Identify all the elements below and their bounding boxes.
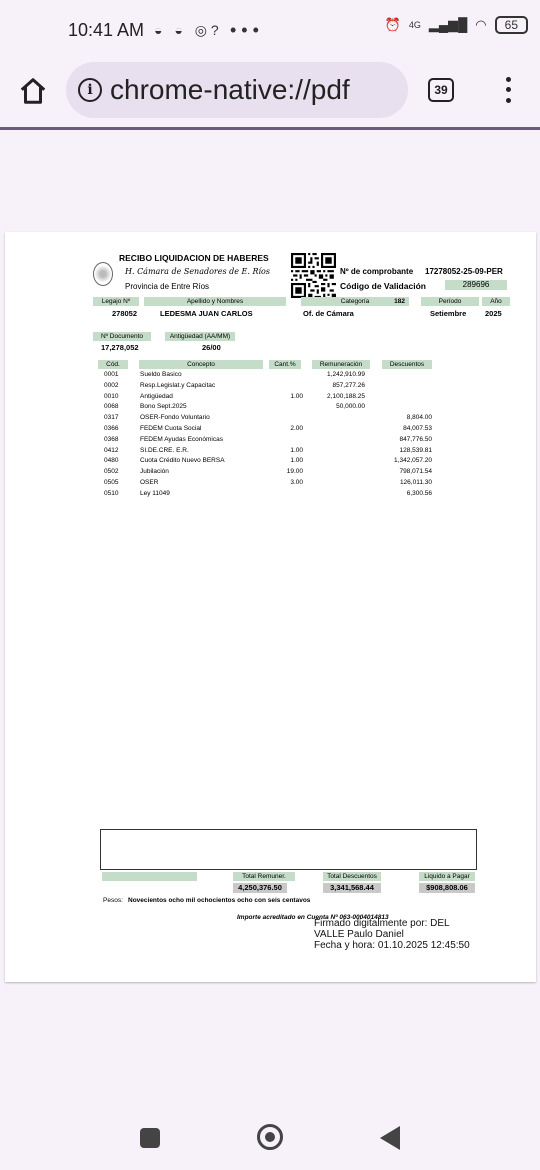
item-cod: 0510 <box>104 489 119 497</box>
comprobante-label: Nº de comprobante <box>340 267 414 276</box>
observations-box <box>100 829 477 870</box>
cant-header: Cant.% <box>269 360 301 369</box>
item-cant: 2.00 <box>290 425 303 432</box>
total-desc-label: Total Descuentos <box>323 872 381 881</box>
cod-header: Cód. <box>98 360 128 369</box>
digital-signature <box>314 918 470 951</box>
legajo-value: 278052 <box>112 309 138 318</box>
item-cod: 0068 <box>104 403 119 411</box>
categoria-number: 182 <box>394 298 405 305</box>
table-row <box>5 403 536 413</box>
item-cod: 0317 <box>104 414 119 422</box>
wifi-icon: ◠ <box>475 17 487 32</box>
item-cod: 0001 <box>104 371 119 378</box>
chamber-seal-icon <box>93 262 113 286</box>
item-cod: 0412 <box>104 446 119 454</box>
antiguedad-header: Antigüedad (AA/MM) <box>165 332 235 341</box>
table-row <box>5 382 536 392</box>
url-text[interactable]: chrome-native://pdf <box>110 74 350 105</box>
item-descuento: 1,342,057.20 <box>394 457 432 465</box>
apellido-header: Apellido y Nombres <box>144 297 286 306</box>
item-cant: 1.00 <box>290 457 303 465</box>
item-cod: 0505 <box>104 479 119 486</box>
item-concepto: Resp.Legislat.y Capacitac <box>140 381 216 389</box>
totals-spacer <box>102 872 197 881</box>
documento-value: 17,278,052 <box>101 343 139 352</box>
pdf-page[interactable] <box>5 232 536 982</box>
categoria-header-label: Categoría <box>340 298 370 305</box>
table-row <box>5 479 536 489</box>
status-bar <box>0 0 540 60</box>
categoria-value: Of. de Cámara <box>303 309 354 318</box>
descuentos-header: Descuentos <box>382 360 432 369</box>
periodo-value: Setiembre <box>430 309 467 318</box>
notification-icons: ◒ ◒ ◎? <box>154 22 223 38</box>
more-notifications-icon: • • • <box>230 20 259 40</box>
total-remun-label: Total Remuner. <box>233 872 295 881</box>
total-remun-value: 4,250,376.50 <box>233 883 287 893</box>
pesos-label: Pesos: <box>103 897 123 904</box>
documento-header: Nº Documento <box>93 332 151 341</box>
item-remuneracion: 2,100,188.25 <box>327 392 365 400</box>
anio-header: Año <box>482 297 510 306</box>
validation-code: 289696 <box>445 280 507 290</box>
table-row <box>5 457 536 467</box>
battery-icon: 65 <box>495 16 528 34</box>
item-cant: 1.00 <box>290 446 303 454</box>
alarm-icon: ⏰ <box>384 17 401 32</box>
home-button[interactable] <box>257 1124 283 1150</box>
item-remuneracion: 50,000.00 <box>336 403 365 411</box>
pesos-amount-words: Novecientos ocho mil ochocientos ocho con seis centavos <box>128 897 311 904</box>
menu-icon[interactable] <box>500 74 516 106</box>
validation-label: Código de Validación <box>340 281 426 291</box>
item-concepto: Ley 11049 <box>140 489 170 497</box>
tab-switcher-button[interactable]: 39 <box>428 78 454 102</box>
item-concepto: Sueldo Basico <box>140 371 182 378</box>
table-row <box>5 490 536 500</box>
item-descuento: 126,011.30 <box>399 479 432 486</box>
signature-line-2: VALLE Paulo Daniel <box>314 929 404 940</box>
table-row <box>5 447 536 457</box>
signature-line-1: Firmado digitalmente por: DEL <box>314 918 450 929</box>
employee-name: LEDESMA JUAN CARLOS <box>160 309 253 318</box>
item-remuneracion: 1,242,910.99 <box>327 371 365 378</box>
item-cant: 3.00 <box>290 479 303 486</box>
item-concepto: FEDEM Ayudas Económicas <box>140 435 223 443</box>
status-time: 10:41 AM <box>68 20 145 40</box>
item-cod: 0480 <box>104 457 119 465</box>
item-remuneracion: 857,277.26 <box>332 381 365 389</box>
item-cod: 0366 <box>104 425 119 432</box>
recents-button[interactable] <box>140 1128 160 1148</box>
item-descuento: 128,539.81 <box>399 446 432 454</box>
signature-line-3: Fecha y hora: 01.10.2025 12:45:50 <box>314 940 470 951</box>
liquido-value: $908,808.06 <box>419 883 475 893</box>
item-descuento: 8,804.00 <box>406 414 432 422</box>
comprobante-value: 17278052-25-09-PER <box>425 267 503 276</box>
network-type: 4G <box>408 20 421 30</box>
salary-receipt <box>5 232 536 982</box>
item-concepto: Bono Sept.2025 <box>140 403 187 411</box>
info-icon[interactable]: i <box>78 78 102 102</box>
item-cod: 0502 <box>104 468 119 476</box>
signal-icon: ▂▄▆█ <box>428 17 468 32</box>
table-row <box>5 371 536 381</box>
item-concepto: FEDEM Cuota Social <box>140 425 202 432</box>
status-right <box>385 16 528 34</box>
toolbar-divider <box>0 127 540 130</box>
chamber-name: H. Cámara de Senadores de E. Ríos <box>125 267 270 276</box>
table-row <box>5 414 536 424</box>
system-nav-bar <box>0 1110 540 1170</box>
table-row <box>5 425 536 435</box>
item-concepto: OSER <box>140 479 159 486</box>
liquido-label: Liquido a Pagar <box>419 872 475 881</box>
total-desc-value: 3,341,568.44 <box>323 883 381 893</box>
item-cod: 0002 <box>104 381 119 389</box>
item-descuento: 798,071.54 <box>399 468 432 476</box>
home-icon[interactable] <box>18 76 48 106</box>
item-concepto: Antigüedad <box>140 392 173 400</box>
categoria-header <box>301 297 409 306</box>
item-descuento: 84,007.53 <box>403 425 432 432</box>
address-bar[interactable] <box>66 62 408 118</box>
concepto-header: Concepto <box>139 360 263 369</box>
receipt-title: RECIBO LIQUIDACION DE HABERES <box>119 253 269 263</box>
table-row <box>5 468 536 478</box>
legajo-header: Legajo Nº <box>93 297 139 306</box>
item-concepto: OSER-Fondo Voluntario <box>140 414 210 422</box>
item-cant: 1.00 <box>290 392 303 400</box>
back-button[interactable] <box>380 1126 400 1150</box>
item-descuento: 6,300.56 <box>406 489 432 497</box>
province-name: Provincia de Entre Ríos <box>125 282 210 291</box>
remuneracion-header: Remuneración <box>312 360 370 369</box>
item-cant: 19.00 <box>286 468 303 476</box>
periodo-header: Período <box>421 297 479 306</box>
item-concepto: SI.DE.CRE. E.R. <box>140 446 189 454</box>
antiguedad-value: 26/00 <box>202 343 221 352</box>
item-cod: 0010 <box>104 392 119 400</box>
qr-code-icon <box>291 253 336 298</box>
account-credit-note: Importe acreditado en Cuenta Nº 063-0004014813 <box>237 914 389 921</box>
item-cod: 0368 <box>104 435 119 443</box>
table-row <box>5 393 536 403</box>
browser-toolbar <box>0 60 540 128</box>
table-row <box>5 436 536 446</box>
anio-value: 2025 <box>485 309 502 318</box>
item-concepto: Cuota Crédito Nuevo BERSA <box>140 457 225 465</box>
item-descuento: 847,776.50 <box>399 435 432 443</box>
item-concepto: Jubilación <box>140 468 169 476</box>
